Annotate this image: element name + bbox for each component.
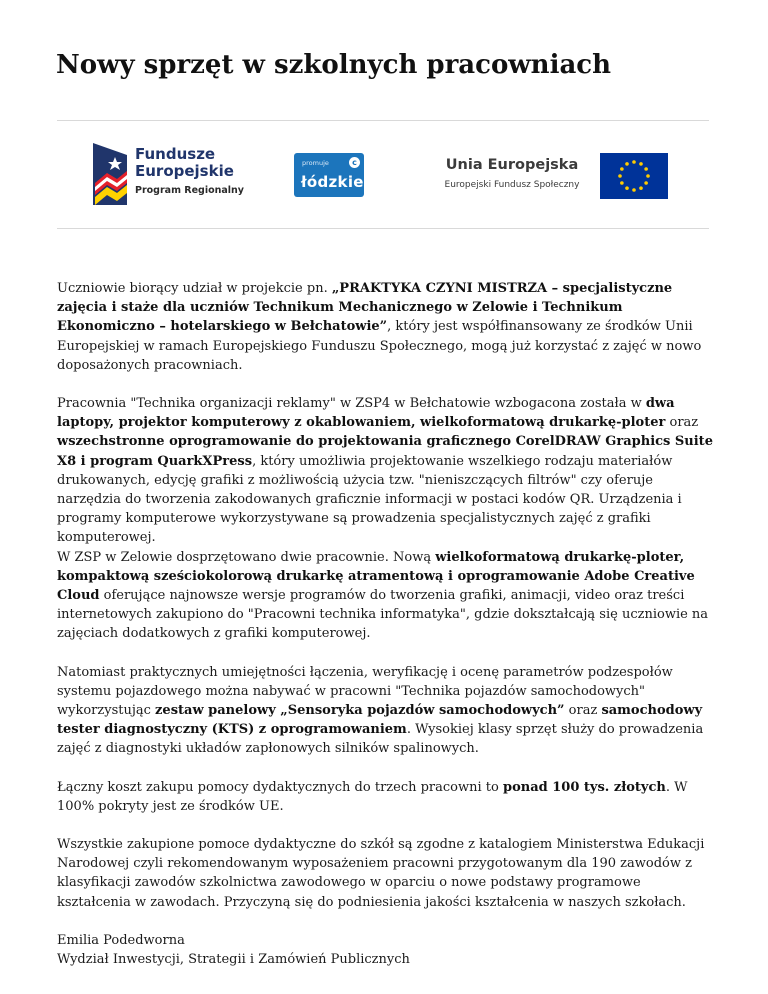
lodzkie-small-text: promuje — [302, 159, 329, 167]
lodzkie-c-icon: c — [349, 157, 360, 168]
unia-europejska-logo — [427, 153, 673, 199]
paragraph-2: Pracownia "Technika organizacji reklamy" w ZSP4 w Bełchatowie wzbogacona została w dwa laptopy, projektor komputerowy z okablowaniem, wielkoformatową drukarkę-ploter oraz wszechstronne oprogramowanie do projektowania graficznego CorelDRAW Graphics Suite X8 i program QuarkXPress, który umożliwia projektowanie wszelkiego rodzaju materiałów drukowanych, edycję grafiki z możliwością użycia tzw. "nieniszczących filtrów" czy oferuje narzędzia do tworzenia zakodowanych graficznie informacji w postaci kodów QR. Urządzenia i programy komputerowe wykorzystywane są prowadzenia specjalistycznych zajęć z grafiki komputerowej. W ZSP w Zelowie dosprzętowano dwie pracownie. Nową wielkoformatową drukarkę-ploter, kompaktową sześciokolorową drukarkę atramentową i oprogramowanie Adobe Creative Cloud oferujące najnowsze wersje programów do tworzenia grafiki, animacji, video oraz treści internetowych zakupiono do "Pracowni technika informatyka", gdzie dokształcają się uczniowie na zajęciach dodatkowych z grafiki komputerowej. — [57, 396, 713, 642]
fe-line-3: Program Regionalny — [135, 185, 245, 196]
paragraph-1: Uczniowie biorący udział w projekcie pn. „PRAKTYKA CZYNI MISTRZA – specjalistyczne zajęcia i staże dla uczniów Technikum Mechanicznego w Zelowie i Technikum Ekonomiczno – hotelarskiego w Bełchatowie”, który jest współfinansowany ze środków Unii Europejskiej w ramach Europejskiego Funduszu Społecznego, mogą już korzystać z zajęć w nowo doposażonych pracowniach. — [57, 281, 702, 373]
bottom-divider — [57, 228, 709, 229]
eu-stars-icon — [600, 153, 668, 199]
paragraph-5: Wszystkie zakupione pomoce dydaktyczne do szkół są zgodne z katalogiem Ministerstwa Edukacji Narodowej czyli rekomendowanym wyposażeniem pracowni przygotowanym dla 190 zawodów z klasyfikacji zawodów szkolnictwa zawodowego w oparciu o nowe podstawy programowe kształcenia w zawodach. Przyczyną się do podniesienia jakości kształcenia w naszych szkołach. — [57, 837, 705, 910]
article-body — [57, 279, 717, 988]
eu-star-icon — [632, 188, 636, 192]
paragraph-4: Łączny koszt zakupu pomocy dydaktycznych do trzech pracowni to ponad 100 tys. złotych. W 100% pokryty jest ze środków UE. — [57, 779, 688, 814]
project-name: „PRAKTYKA CZYNI MISTRZA – specjalistyczne zajęcia i staże dla uczniów Technikum Mechanicznego w Zelowie i Technikum Ekonomiczno – hotelarskiego w Bełchatowie” — [57, 281, 673, 335]
lodzkie-logo — [294, 153, 364, 197]
eu-star-icon — [620, 167, 624, 171]
page-title: Nowy sprzęt w szkolnych pracowniach — [56, 50, 612, 80]
eu-star-icon — [625, 162, 629, 166]
fe-line-2: Europejskie — [135, 162, 234, 180]
eu-star-icon — [639, 186, 643, 190]
lodzkie-big-text: łódzkie — [301, 173, 364, 191]
signature — [57, 931, 717, 969]
fe-line-1: Fundusze — [135, 145, 216, 163]
author-name: Emilia Podedworna — [57, 932, 185, 948]
eu-star-icon — [620, 181, 624, 185]
eu-star-icon — [625, 186, 629, 190]
paragraph-3: Natomiast praktycznych umiejętności łączenia, weryfikację i ocenę parametrów podzespołów systemu pojazdowego można nabywać w pracowni "Technika pojazdów samochodowych" wykorzystując zestaw panelowy „Sensoryka pojazdów samochodowych” oraz samochodowy tester diagnostyczny (KTS) z oprogramowaniem. Wysokiej klasy sprzęt służy do prowadzenia zajęć z diagnostyki układów zapłonowych silników spalinowych. — [57, 664, 704, 757]
fundusze-europejskie-emblem-icon — [93, 143, 129, 205]
eu-flag-icon — [600, 153, 668, 199]
funding-logos-bar — [57, 121, 709, 228]
eu-star-icon — [644, 181, 648, 185]
total-cost: ponad 100 tys. złotych — [502, 779, 666, 795]
eu-star-icon — [644, 167, 648, 171]
eu-star-icon — [632, 160, 636, 164]
eu-star-icon — [618, 174, 622, 178]
ue-line-2: Europejski Fundusz Społeczny — [444, 180, 580, 190]
ue-line-1: Unia Europejska — [445, 157, 579, 173]
fundusze-europejskie-logo — [93, 143, 253, 207]
eu-star-icon — [646, 174, 650, 178]
author-department: Wydział Inwestycji, Strategii i Zamówień Publicznych — [57, 952, 410, 968]
eu-star-icon — [639, 162, 643, 166]
